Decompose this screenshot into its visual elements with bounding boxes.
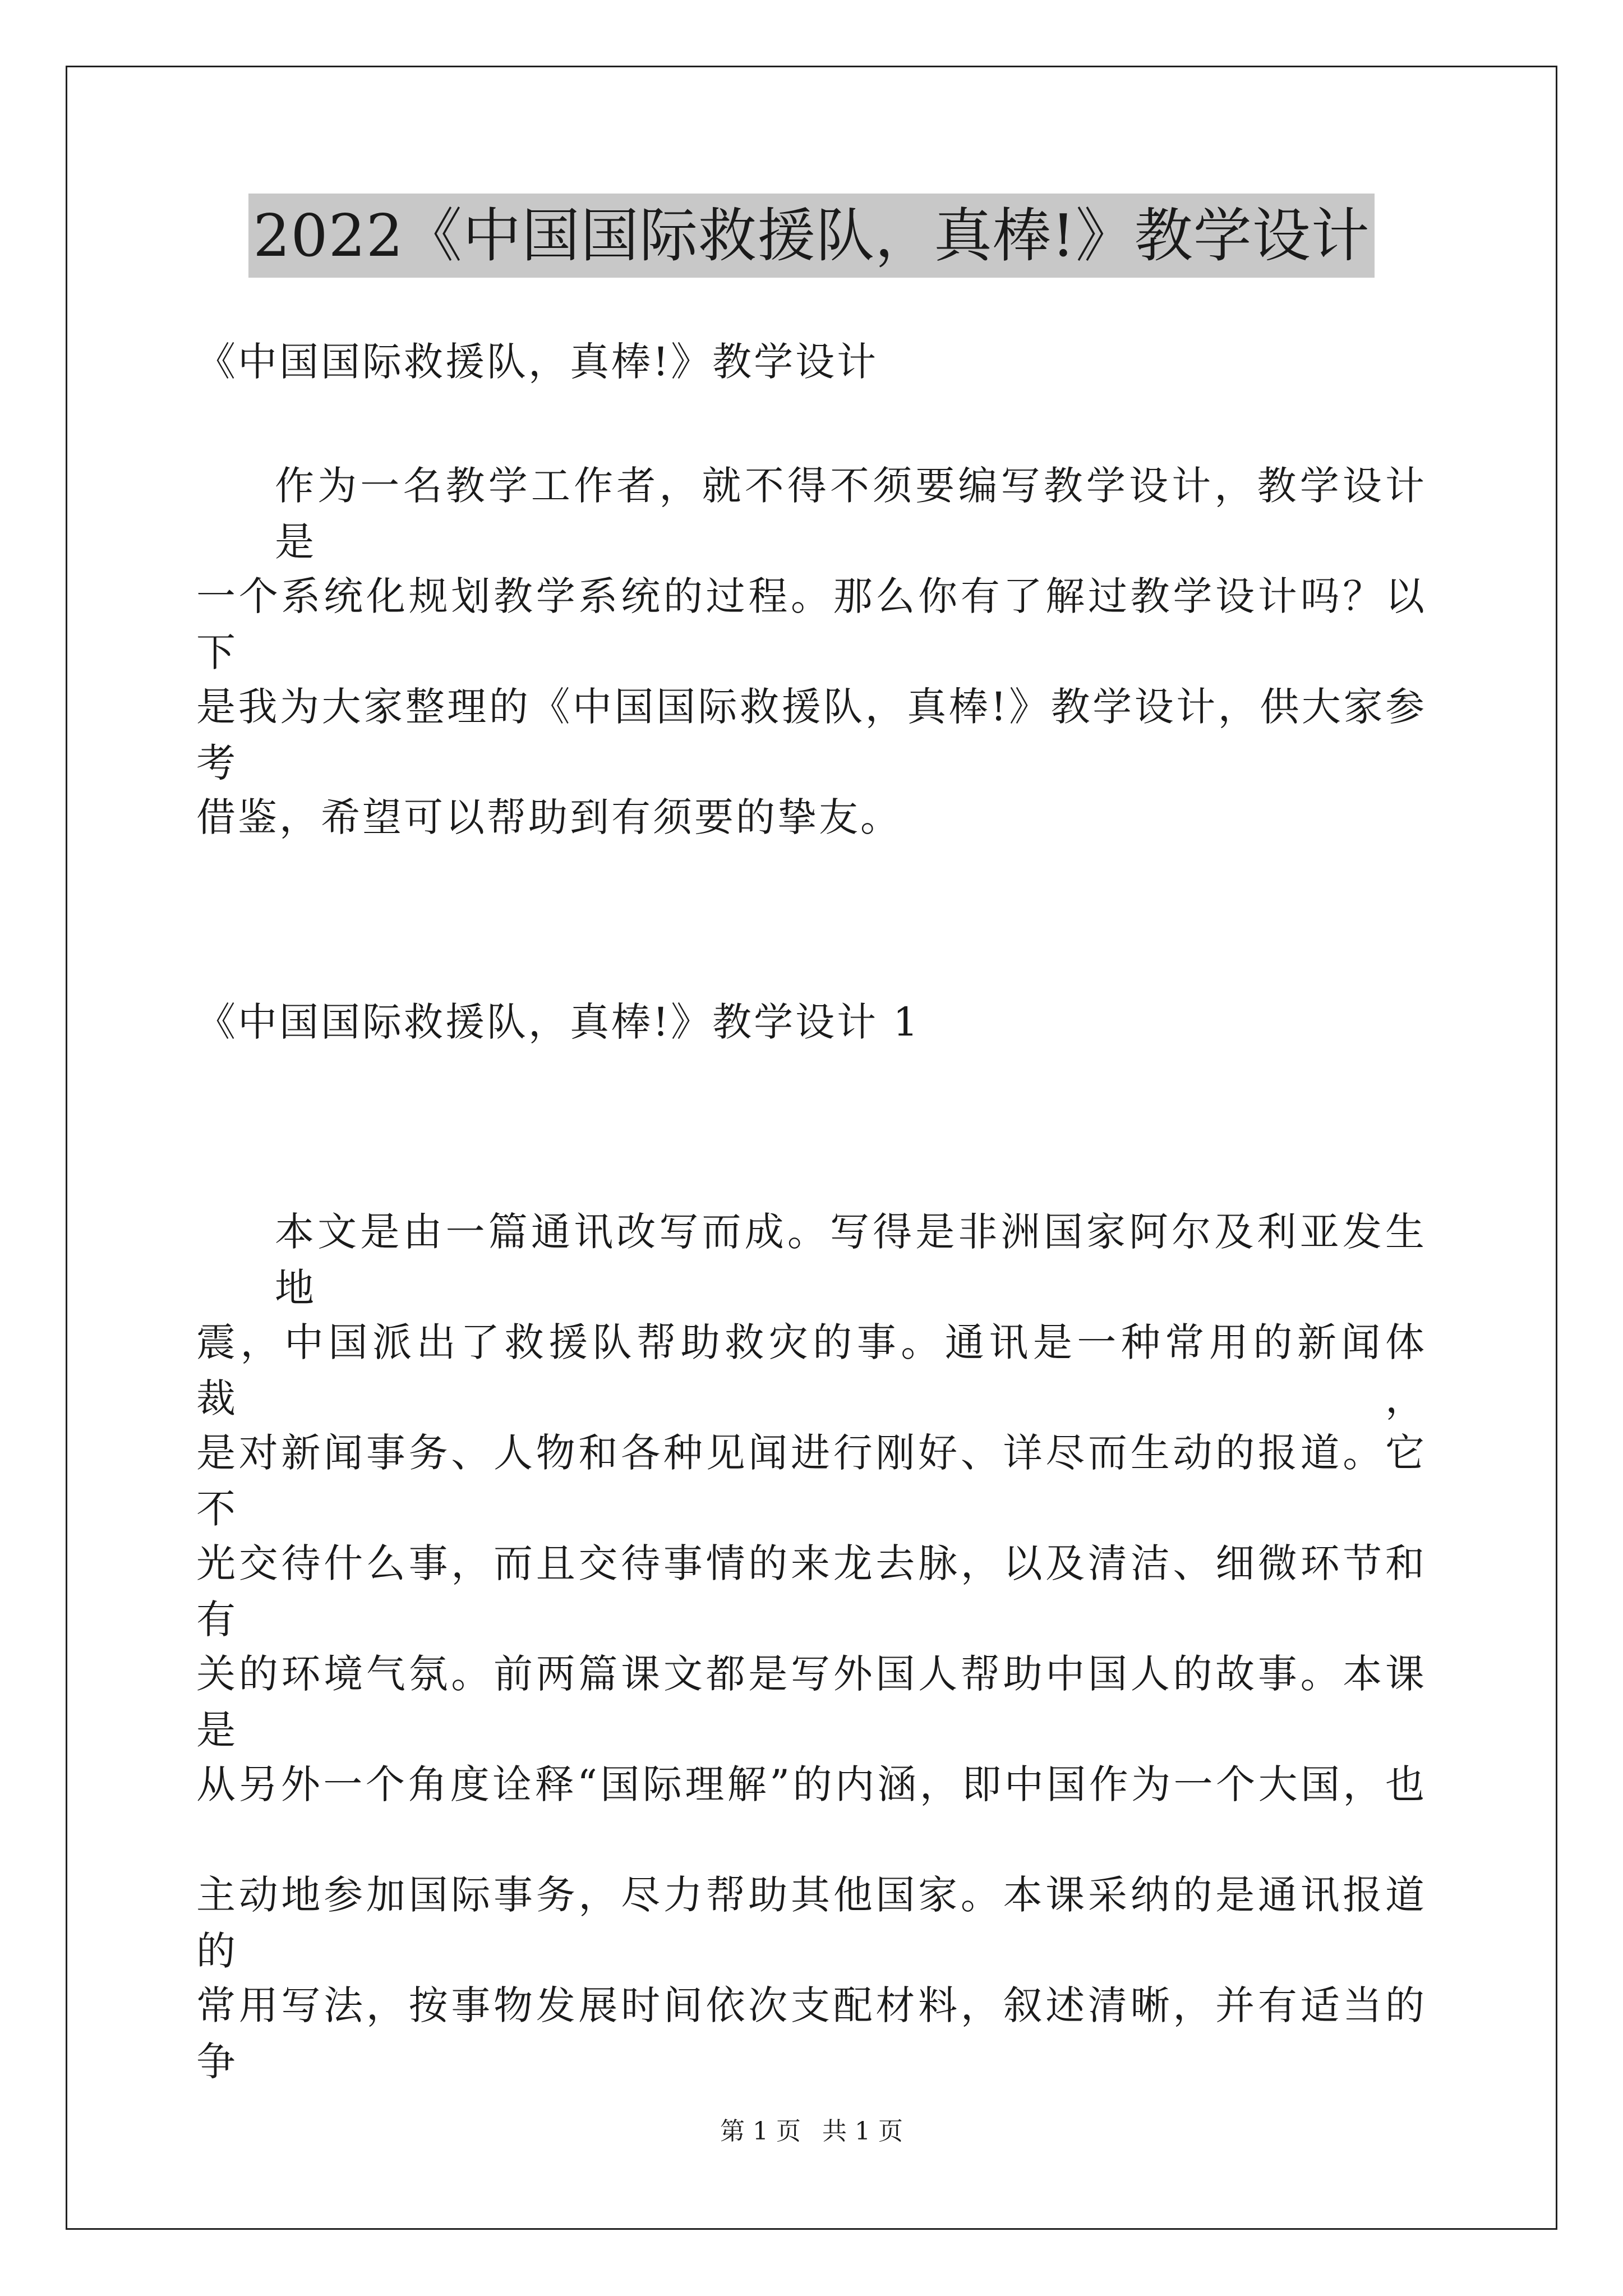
- page-total: 共 1 页: [822, 2117, 903, 2146]
- page-number: 第 1 页: [720, 2117, 801, 2146]
- document-subtitle: 《中国国际救援队，真棒!》教学设计: [196, 339, 879, 385]
- intro-line: 借鉴，希望可以帮助到有须要的挚友。: [196, 794, 902, 840]
- body-line: 是对新闻事务、人物和各种见闻进行刚好、详尽而生动的报道。它不: [196, 1430, 1427, 1532]
- body-line: 震，中国派出了救援队帮助救灾的事。通讯是一种常用的新闻体裁，: [196, 1319, 1427, 1421]
- intro-line: 是我为大家整理的《中国国际救援队，真棒!》教学设计，供大家参考: [196, 684, 1427, 786]
- document-title-text: 2022《中国国际救援队，真棒!》教学设计: [248, 194, 1374, 278]
- body-line: 常用写法，按事物发展时间依次支配材料，叙述清晰，并有适当的争: [196, 1982, 1427, 2085]
- page-footer: [0, 2115, 1623, 2148]
- body-line: 关的环境气氛。前两篇课文都是写外国人帮助中国人的故事。本课是: [196, 1651, 1427, 1753]
- body-line: 本文是由一篇通讯改写而成。写得是非洲国家阿尔及利亚发生地: [275, 1209, 1427, 1311]
- body-line: 从另外一个角度诠释“国际理解”的内涵，即中国作为一个大国，也: [196, 1761, 1427, 1807]
- section-heading: 《中国国际救援队，真棒!》教学设计 1: [196, 999, 920, 1045]
- body-line: 光交待什么事，而且交待事情的来龙去脉，以及清洁、细微环节和有: [196, 1540, 1427, 1642]
- body-line: 主动地参加国际事务，尽力帮助其他国家。本课采纳的是通讯报道的: [196, 1872, 1427, 1974]
- document-title: [0, 194, 1623, 278]
- intro-line: 一个系统化规划教学系统的过程。那么你有了解过教学设计吗？以下: [196, 573, 1427, 675]
- intro-line: 作为一名教学工作者，就不得不须要编写教学设计，教学设计是: [275, 463, 1427, 565]
